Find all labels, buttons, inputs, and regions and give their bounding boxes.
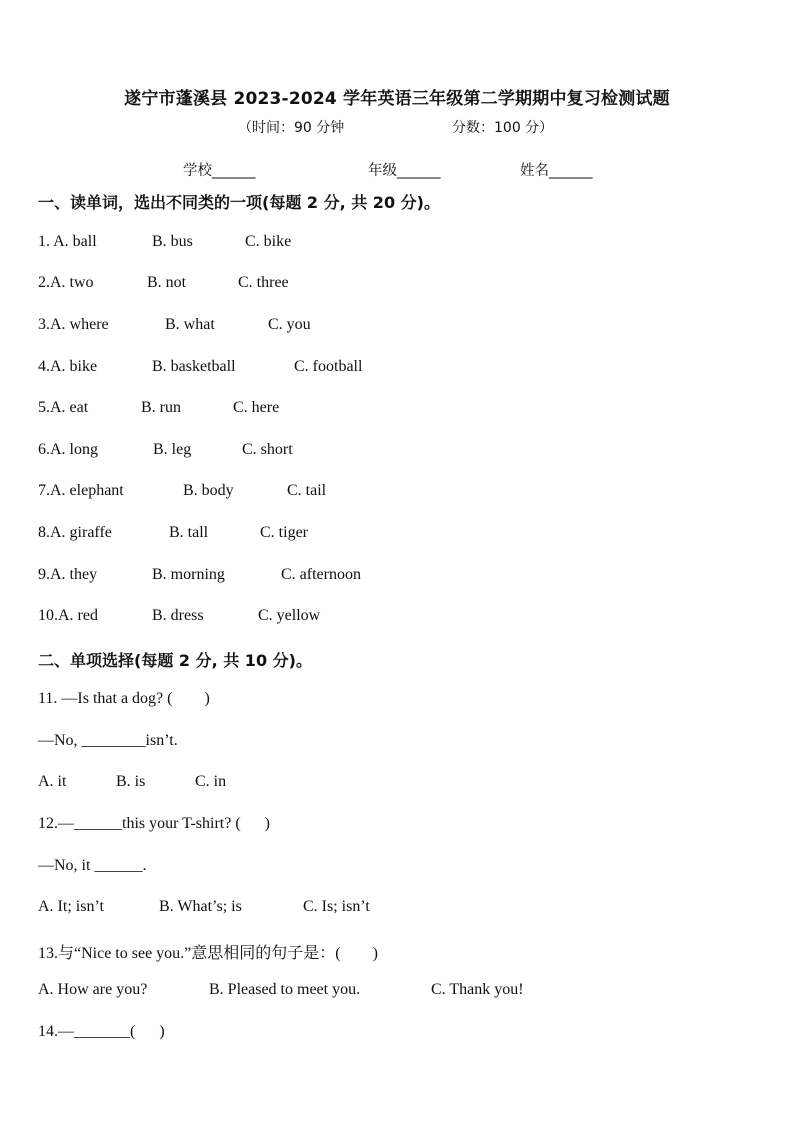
name-field: 姓名______: [520, 163, 593, 179]
option-c: C. football: [294, 358, 363, 375]
option-c: C. here: [233, 399, 280, 416]
answer-line: —No, ________isn’t.: [38, 732, 178, 749]
exam-title: 遂宁市蓬溪县 2023-2024 学年英语三年级第二学期期中复习检测试题: [124, 89, 670, 109]
option-a: 2.A. two: [38, 274, 94, 291]
option-c: C. short: [242, 441, 293, 458]
option-b: B. What’s; is: [159, 898, 242, 915]
option-b: B. Pleased to meet you.: [209, 981, 361, 998]
option-a: A. it: [38, 773, 67, 790]
option-c: C. tail: [287, 482, 327, 499]
option-a: 7.A. elephant: [38, 482, 124, 499]
option-b: B. body: [183, 482, 234, 499]
option-b: B. morning: [152, 566, 225, 583]
option-a: 4.A. bike: [38, 358, 98, 375]
school-field: 学校______: [183, 163, 256, 179]
option-b: B. run: [141, 399, 181, 416]
option-c: C. Is; isn’t: [303, 898, 370, 915]
question-text: 12.—______this your T-shirt? ( ): [38, 815, 270, 832]
exam-time: （时间：90 分钟: [238, 120, 345, 136]
option-c: C. three: [238, 274, 289, 291]
option-b: B. bus: [152, 233, 193, 250]
option-b: B. leg: [153, 441, 192, 458]
option-a: A. How are you?: [38, 981, 148, 998]
option-a: 8.A. giraffe: [38, 524, 112, 541]
option-a: 9.A. they: [38, 566, 98, 583]
option-c: C. afternoon: [281, 566, 361, 583]
option-c: C. yellow: [258, 607, 321, 624]
section1-heading: 一、读单词，选出不同类的一项(每题 2 分, 共 20 分)。: [38, 193, 440, 212]
option-a: 5.A. eat: [38, 399, 89, 416]
option-b: B. dress: [152, 607, 204, 624]
option-a: 3.A. where: [38, 316, 109, 333]
question-text: 13.与“Nice to see you.”意思相同的句子是：( ): [38, 945, 378, 962]
option-a: 10.A. red: [38, 607, 98, 624]
section2-heading: 二、单项选择(每题 2 分, 共 10 分)。: [38, 651, 312, 670]
grade-field: 年级______: [368, 163, 441, 179]
option-c: C. tiger: [260, 524, 308, 541]
exam-score: 分数：100 分）: [452, 120, 554, 136]
option-b: B. is: [116, 773, 146, 790]
option-a: 1. A. ball: [38, 233, 97, 250]
question-text: 11. —Is that a dog? ( ): [38, 690, 210, 707]
answer-line: —No, it ______.: [38, 857, 147, 874]
option-a: 6.A. long: [38, 441, 98, 458]
option-c: C. you: [268, 316, 311, 333]
option-b: B. what: [165, 316, 215, 333]
question-text: 14.—_______( ): [38, 1023, 165, 1040]
option-b: B. basketball: [152, 358, 236, 375]
option-b: B. not: [147, 274, 187, 291]
option-b: B. tall: [169, 524, 209, 541]
option-a: A. It; isn’t: [38, 898, 104, 915]
option-c: C. Thank you!: [431, 981, 524, 998]
option-c: C. bike: [245, 233, 292, 250]
option-c: C. in: [195, 773, 227, 790]
